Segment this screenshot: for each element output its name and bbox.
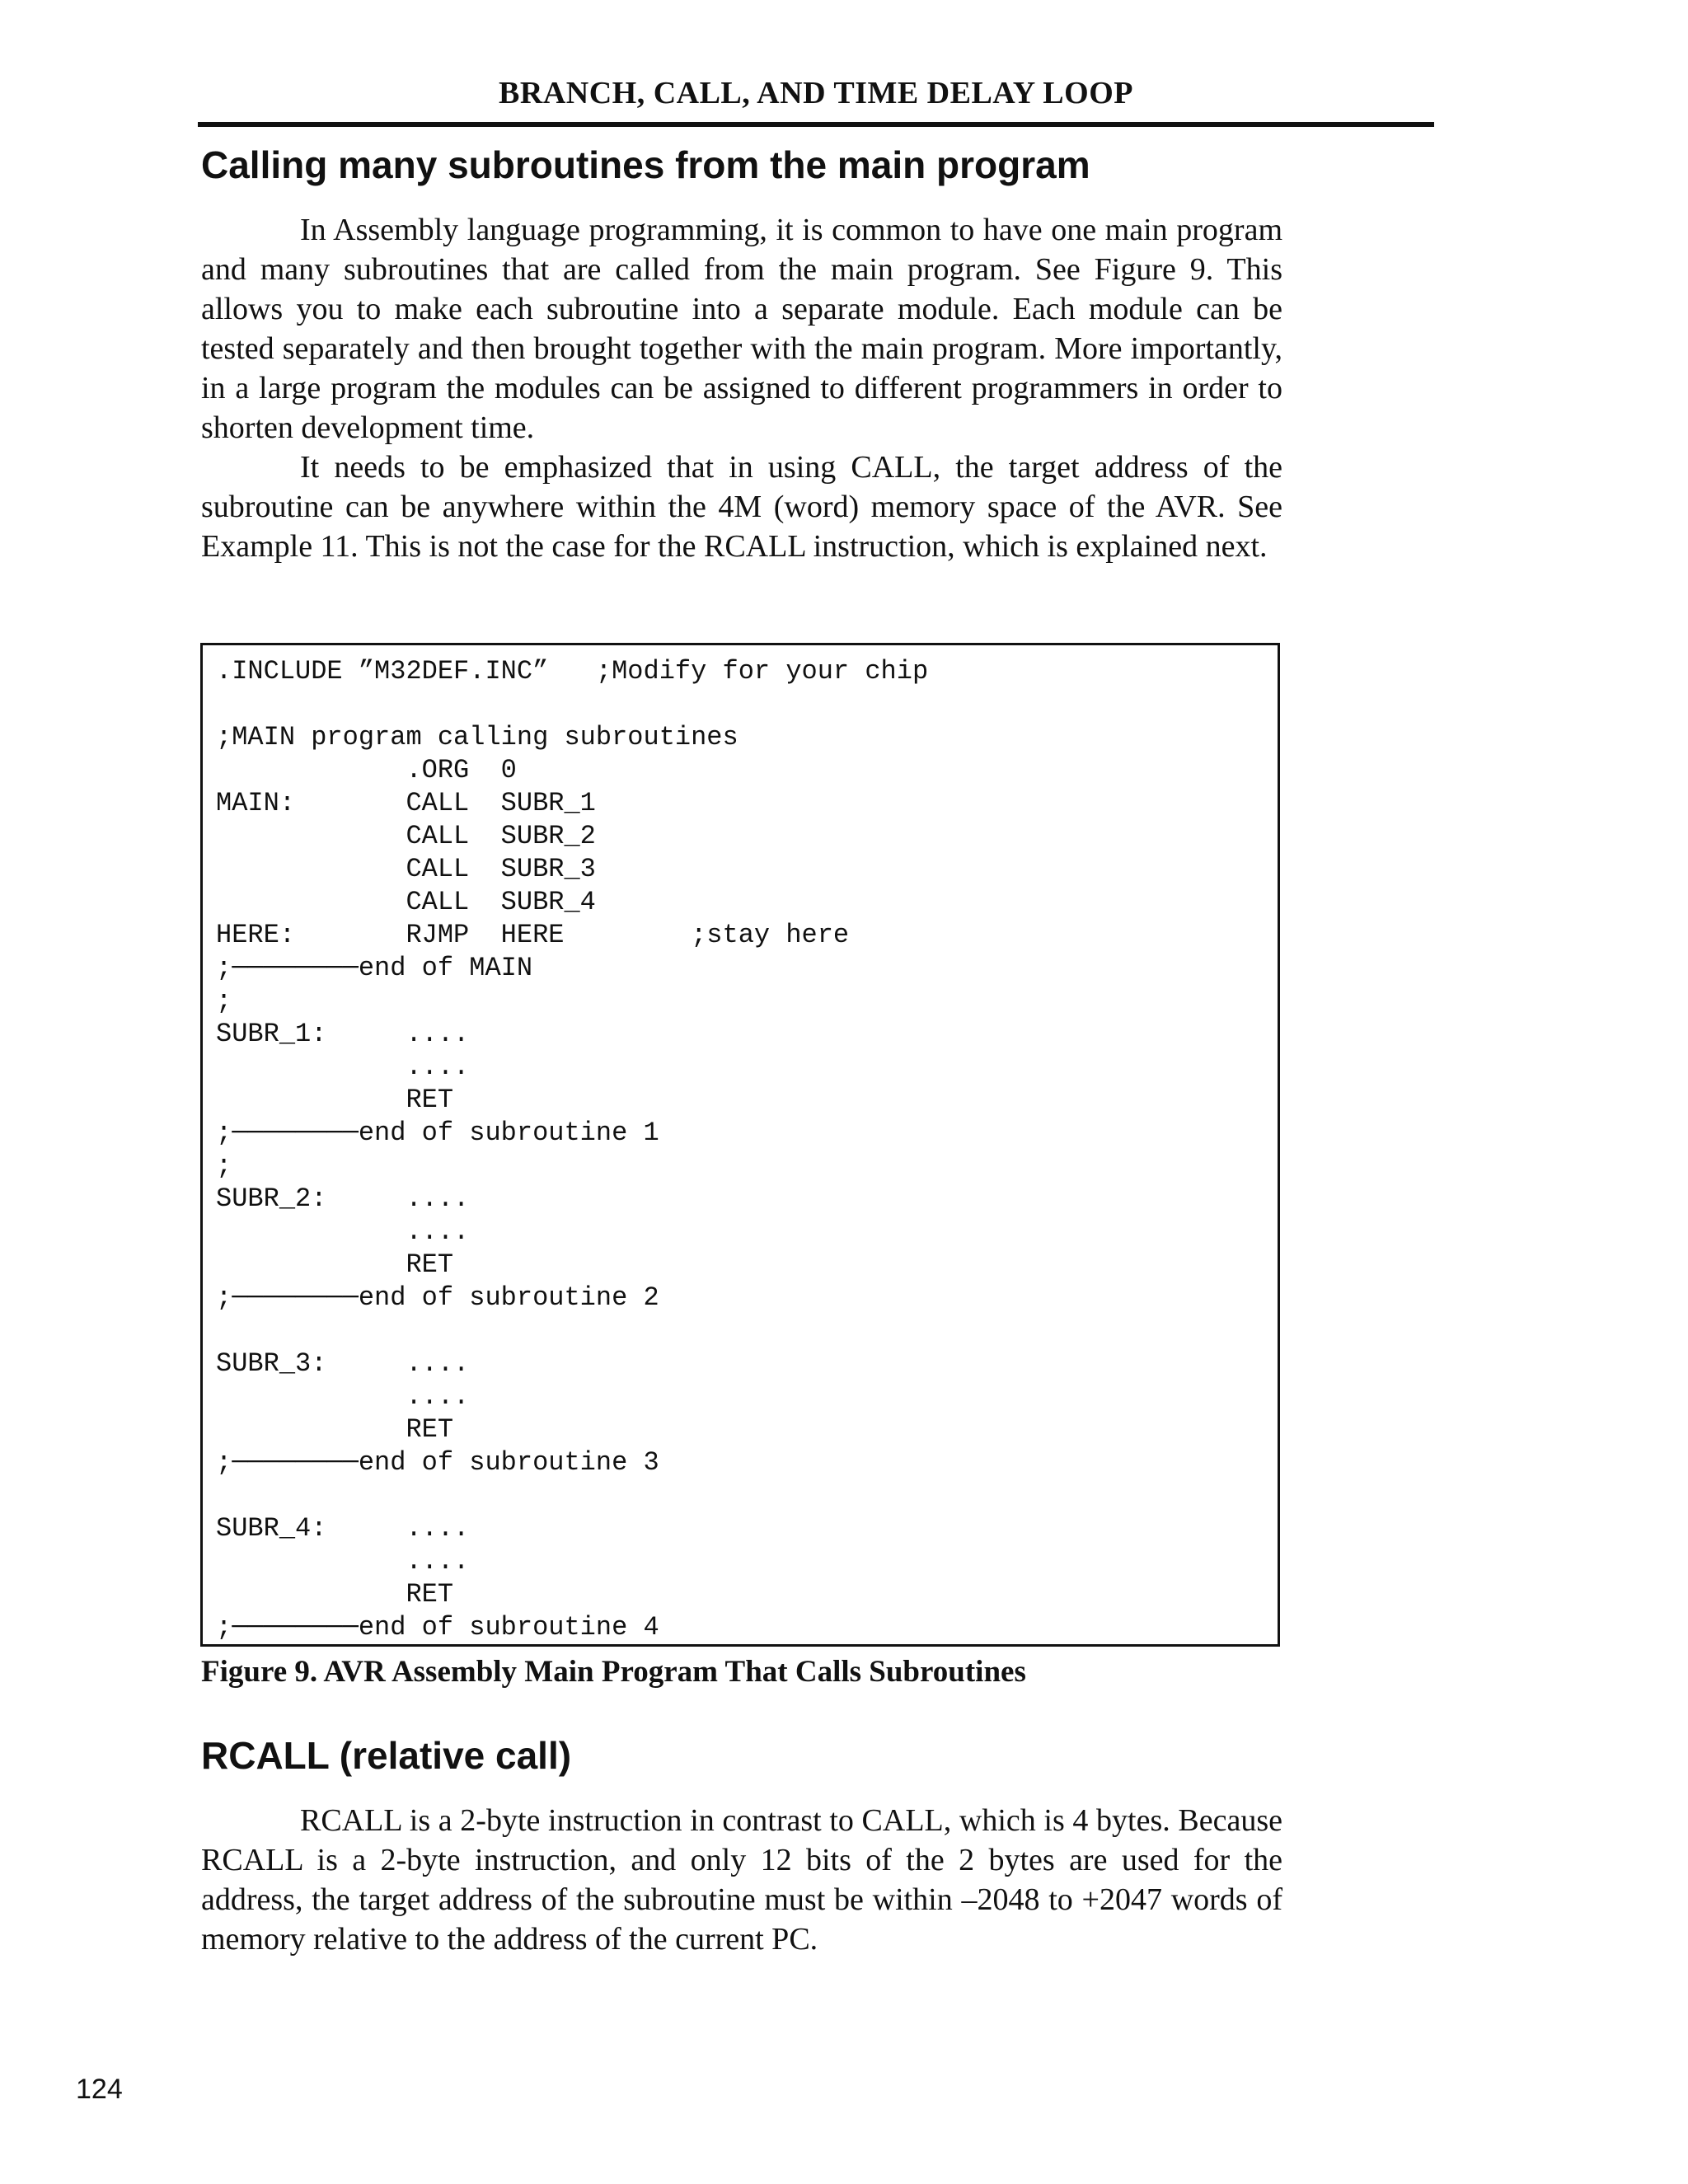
code-line: MAIN: CALL SUBR_1 [216, 788, 596, 818]
header-rule [198, 122, 1434, 127]
code-line: .... [216, 1052, 470, 1082]
code-line: ; [216, 986, 232, 1016]
code-line: SUBR_1: .... [216, 1019, 470, 1049]
code-line: .INCLUDE ”M32DEF.INC” ;Modify for your chip [216, 656, 929, 687]
code-line: ;────────end of subroutine 3 [216, 1447, 659, 1478]
code-line: CALL SUBR_4 [216, 887, 596, 917]
code-line: ;────────end of MAIN [216, 953, 533, 983]
code-line [216, 688, 1278, 721]
code-line: HERE: RJMP HERE ;stay here [216, 920, 850, 950]
code-line: CALL SUBR_3 [216, 854, 596, 884]
code-line: ; [216, 1151, 232, 1181]
paragraph: It needs to be emphasized that in using CALL, the target address of the subroutine can be anywhere within the 4M (word) memory space of the AVR. See Example 11. This is not the case for the RCALL instruction, which is explained next. [201, 450, 1282, 564]
code-line: .... [216, 1546, 470, 1577]
code-line [216, 1315, 1278, 1347]
code-line: SUBR_2: .... [216, 1183, 470, 1214]
section-heading-calling-subroutines: Calling many subroutines from the main program [201, 143, 1090, 186]
code-line: SUBR_4: .... [216, 1513, 470, 1544]
code-line: ;────────end of subroutine 4 [216, 1612, 659, 1643]
code-line: SUBR_3: .... [216, 1348, 470, 1379]
paragraph: RCALL is a 2-byte instruction in contrast to CALL, which is 4 bytes. Because RCALL is a 2-byte instruction, and only 12 bits of the 2 bytes are used for the address, the target address of the subroutine must be within –2048 to +2047 words of memory relative to the address of the current PC. [201, 1803, 1282, 1957]
intro-text [201, 210, 1282, 566]
code-line [216, 1479, 1278, 1512]
code-line: ;────────end of subroutine 2 [216, 1282, 659, 1313]
running-head: BRANCH, CALL, AND TIME DELAY LOOP [499, 76, 1133, 110]
code-line: RET [216, 1414, 454, 1445]
code-line: .... [216, 1216, 470, 1247]
code-line: CALL SUBR_2 [216, 821, 596, 851]
figure-caption: Figure 9. AVR Assembly Main Program That Calls Subroutines [201, 1655, 1026, 1689]
paragraph: In Assembly language programming, it is common to have one main program and many subroutines that are called from the main program. See Figure 9. This allows you to make each subroutine into a separate module. Each module can be tested separately and then brought together with the main program. More importantly, in a large program the modules can be assigned to different programmers in order to shorten development time. [201, 213, 1282, 445]
code-listing-figure-9 [200, 643, 1280, 1647]
page-number: 124 [76, 2074, 123, 2105]
section-heading-rcall: RCALL (relative call) [201, 1734, 572, 1777]
rcall-text [201, 1801, 1282, 1959]
code-line: ;MAIN program calling subroutines [216, 722, 738, 752]
code-line: .... [216, 1381, 470, 1412]
code-line: RET [216, 1085, 454, 1115]
code-line: .ORG 0 [216, 755, 517, 785]
code-line: RET [216, 1579, 454, 1610]
code-line: ;────────end of subroutine 1 [216, 1118, 659, 1148]
code-line: RET [216, 1249, 454, 1280]
